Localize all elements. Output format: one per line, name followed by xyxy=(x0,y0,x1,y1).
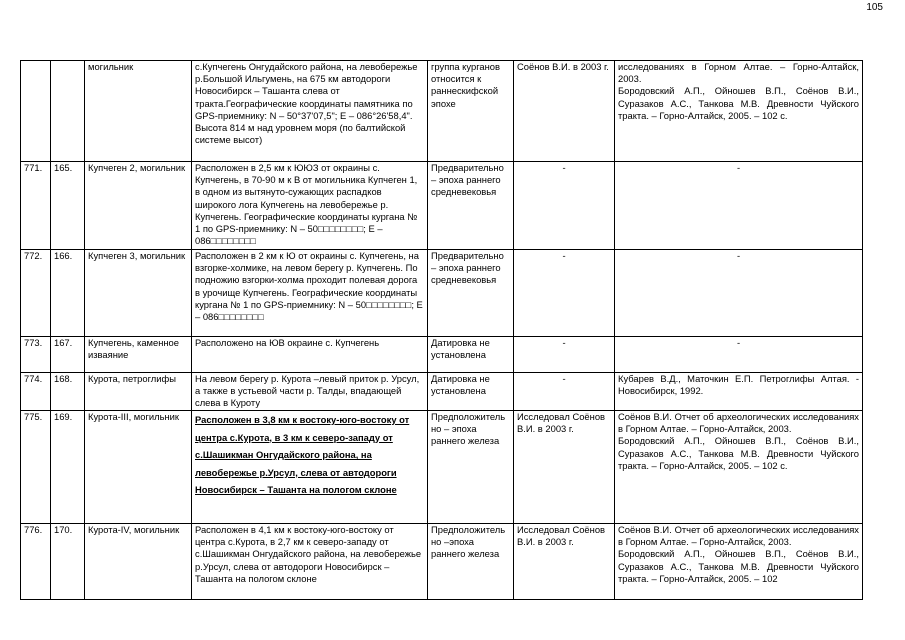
row-number: 772. xyxy=(21,250,51,337)
literature: - xyxy=(615,250,863,337)
table-row xyxy=(21,250,863,337)
row-subnumber xyxy=(51,61,85,162)
row-subnumber: 165. xyxy=(51,162,85,250)
table-row xyxy=(21,162,863,250)
monument-name: Курота-III, могильник xyxy=(85,411,192,524)
monument-dating: группа курганов относится к раннескифской эпохе xyxy=(428,61,514,162)
monument-name: Курота-IV, могильник xyxy=(85,524,192,600)
monument-dating: Предположительно –эпоха раннего железа xyxy=(428,524,514,600)
table-row xyxy=(21,61,863,162)
literature-entry: Бородовский А.П., Ойношев В.П., Соёнов В.И., Суразаков А.С., Танкова М.В. Древности Чуйского тракта. – Горно-Алтайск, 2005. – 102 xyxy=(618,548,859,584)
monument-location: Расположен в 2 км к Ю от окраины с. Купчегень, на взгорке-холмике, на левом берегу р. Купчегень. По подножию взгорки-холма проходит полевая дорога в урочище Купчегень. Географические координаты кургана № 1 по GPS-приемнику: N – 50□□□□□□□□; E – 086□□□□□□□□ xyxy=(192,250,428,337)
row-number xyxy=(21,61,51,162)
monuments-table xyxy=(20,60,863,600)
monument-name: Курота, петроглифы xyxy=(85,373,192,411)
table-row xyxy=(21,411,863,524)
literature-entry: Бородовский А.П., Ойношев В.П., Соёнов В.И., Суразаков А.С., Танкова М.В. Древности Чуйского тракта. – Горно-Алтайск, 2005. – 102 с. xyxy=(618,85,859,121)
row-number: 775. xyxy=(21,411,51,524)
literature-entry: исследованиях в Горном Алтае. – Горно-Алтайск, 2003. xyxy=(618,61,859,85)
literature: Кубарев В.Д., Маточкин Е.П. Петроглифы Алтая. - Новосибирск, 1992. xyxy=(615,373,863,411)
table-row xyxy=(21,524,863,600)
page-number: 105 xyxy=(866,2,883,13)
monument-name: Купчегень, каменное изваяние xyxy=(85,337,192,373)
literature xyxy=(615,61,863,162)
research-info: - xyxy=(514,250,615,337)
literature xyxy=(615,524,863,600)
row-subnumber: 167. xyxy=(51,337,85,373)
row-subnumber: 168. xyxy=(51,373,85,411)
monument-dating: Предварительно – эпоха раннего средневековья xyxy=(428,250,514,337)
literature: - xyxy=(615,162,863,250)
row-number: 774. xyxy=(21,373,51,411)
literature: - xyxy=(615,337,863,373)
table-row xyxy=(21,337,863,373)
row-subnumber: 170. xyxy=(51,524,85,600)
monument-location: Расположен в 3,8 км к востоку-юго-востоку от центра с.Курота, в 3 км к северо-западу от с.Шашикман Онгудайского района, на левобережье р.Урсул, слева от автодороги Новосибирск – Ташанта на пологом склоне xyxy=(192,411,428,524)
literature-entry: Бородовский А.П., Ойношев В.П., Соёнов В.И., Суразаков А.С., Танкова М.В. Древности Чуйского тракта. – Горно-Алтайск, 2005. – 102 с. xyxy=(618,435,859,471)
literature xyxy=(615,411,863,524)
monument-dating: Предварительно – эпоха раннего средневековья xyxy=(428,162,514,250)
research-info: - xyxy=(514,373,615,411)
research-info: Сoёнов В.И. в 2003 г. xyxy=(514,61,615,162)
monument-dating: Датировка не установлена xyxy=(428,337,514,373)
monument-location: Расположен в 4,1 км к востоку-юго-востоку от центра с.Курота, в 2,7 км к северо-западу от с.Шашикман Онгудайского района, на левобережье р.Урсул, слева от автодороги Новосибирск – Ташанта на пологом склоне xyxy=(192,524,428,600)
row-number: 776. xyxy=(21,524,51,600)
monument-location: На левом берегу р. Курота –левый приток р. Урсул, а также в устьевой части р. Талды, впадающей слева в Куроту xyxy=(192,373,428,411)
literature-entry: Соёнов В.И. Отчет об археологических исследованиях в Горном Алтае. – Горно-Алтайск, 2003. xyxy=(618,524,859,548)
research-info: Исследовал Соёнов В.И. в 2003 г. xyxy=(514,524,615,600)
literature-entry: Соёнов В.И. Отчет об археологических исследованиях в Горном Алтае. – Горно-Алтайск, 2003. xyxy=(618,411,859,435)
monument-location: с.Купчегень Онгудайского района, на левобережье р.Большой Ильгумень, на 675 км автодороги Новосибирск – Ташанта слева от тракта.Географические координаты памятника по GPS-приемнику: N – 50°37'07,5"; E – 086°26'58,4". Высота 814 м над уровнем моря (по балтийской системе высот) xyxy=(192,61,428,162)
row-subnumber: 169. xyxy=(51,411,85,524)
row-number: 773. xyxy=(21,337,51,373)
monument-dating: Предположительно – эпоха раннего железа xyxy=(428,411,514,524)
monument-name: Купчеген 2, могильник xyxy=(85,162,192,250)
research-info: - xyxy=(514,337,615,373)
research-info: - xyxy=(514,162,615,250)
monument-location: Расположен в 2,5 км к ЮЮЗ от окраины с. Купчегень, в 70-90 м к В от могильника Купчеген 1, в одном из вытянуто-сужающих распадков широкого лога Купчегень на левобережье р. Купчегень. Географические координаты кургана № 1 по GPS-приемнику: N – 50□□□□□□□□; E – 086□□□□□□□□ xyxy=(192,162,428,250)
row-number: 771. xyxy=(21,162,51,250)
monument-dating: Датировка не установлена xyxy=(428,373,514,411)
monument-name: Купчеген 3, могильник xyxy=(85,250,192,337)
monument-name: могильник xyxy=(85,61,192,162)
row-subnumber: 166. xyxy=(51,250,85,337)
monument-location: Расположено на ЮВ окраине с. Купчегень xyxy=(192,337,428,373)
research-info: Исследовал Соёнов В.И. в 2003 г. xyxy=(514,411,615,524)
table-row xyxy=(21,373,863,411)
